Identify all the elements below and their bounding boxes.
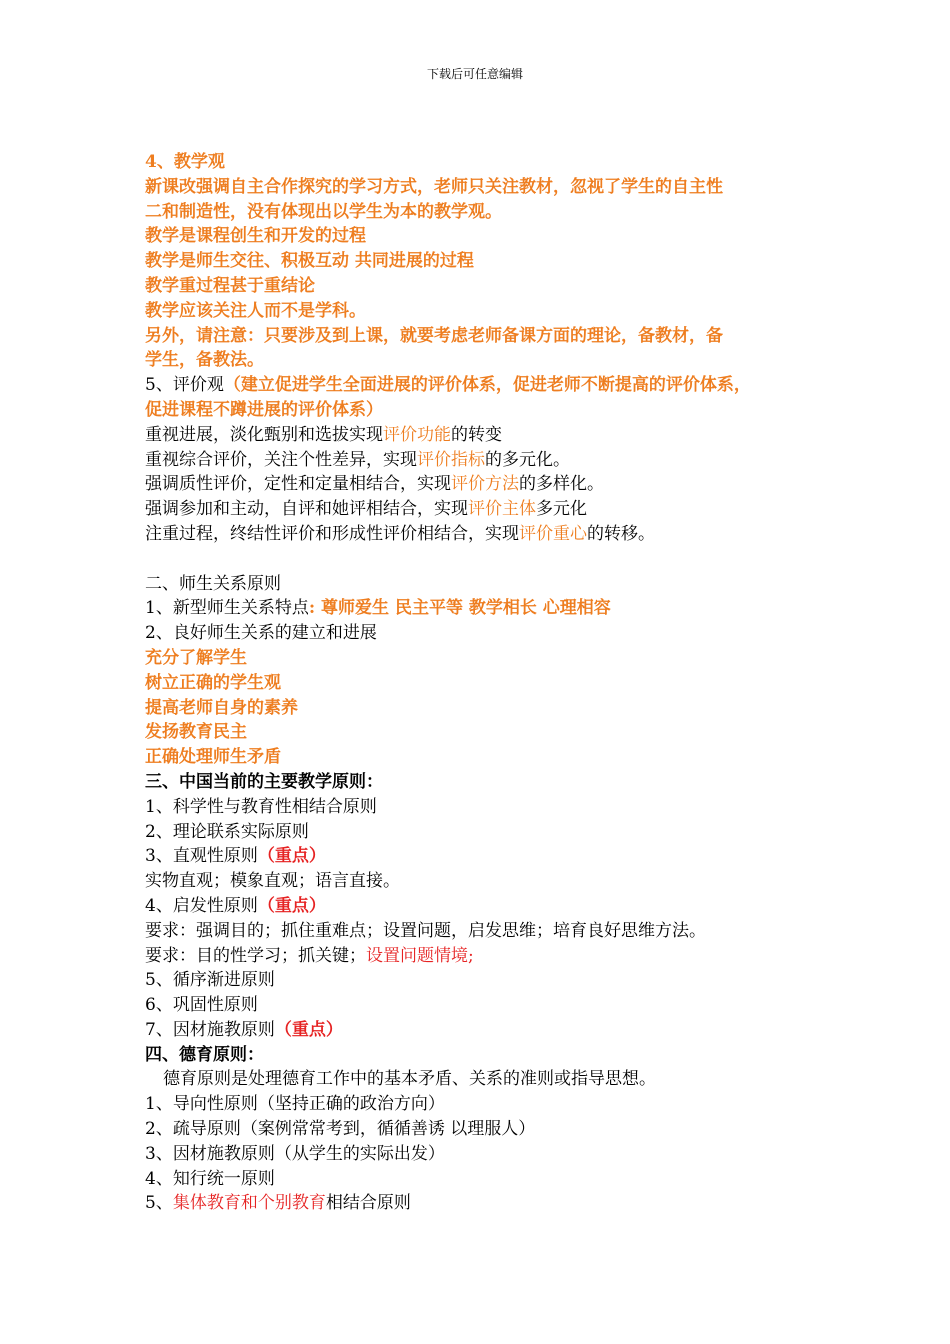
teaching-principle: 1、科学性与教育性相结合原则 — [145, 796, 377, 817]
teacher-student-item: 2、良好师生关系的建立和进展 — [145, 623, 377, 644]
teaching-principle-detail: 要求：强调目的；抓住重难点；设置问题，启发思维；培育良好思维方法。 — [145, 920, 706, 941]
teaching-principle: 4、启发性原则（重点） — [145, 895, 326, 916]
teaching-principle: 2、理论联系实际原则 — [145, 821, 309, 842]
teacher-student-point: 发扬教育民主 — [145, 722, 247, 743]
evaluation-keyword: 评价功能 — [383, 424, 451, 445]
section-teaching-principles-title: 三、中国当前的主要教学原则： — [145, 771, 383, 792]
highlight-text: 集体教育和个别教育 — [172, 1193, 326, 1214]
moral-principle: 4、知行统一原则 — [145, 1168, 275, 1189]
highlight-text: 设置问题情境; — [366, 945, 474, 966]
teacher-student-point: 树立正确的学生观 — [145, 672, 281, 693]
teaching-principle: 7、因材施教原则（重点） — [145, 1019, 343, 1040]
key-point-badge: （重点） — [257, 846, 326, 867]
moral-principle: 1、导向性原则（坚持正确的政治方向） — [145, 1094, 445, 1115]
evaluation-row: 强调参加和主动，自评和她评相结合，实现评价主体多元化 — [145, 499, 587, 520]
teaching-view-line: 学生，备教法。 — [145, 350, 264, 371]
teaching-principle-detail: 实物直观；模象直观；语言直接。 — [145, 871, 400, 892]
teaching-view-line: 教学是师生交往、积极互动 共同进展的过程 — [145, 251, 474, 272]
key-point-badge: （重点） — [257, 895, 326, 916]
evaluation-keyword: 评价指标 — [417, 449, 485, 470]
teaching-view-line: 教学应该关注人而不是学科。 — [145, 300, 366, 321]
teaching-principle: 6、巩固性原则 — [145, 995, 258, 1016]
moral-principle: 2、疏导原则（案例常常考到，循循善诱 以理服人） — [145, 1119, 536, 1140]
teaching-view-line: 另外，请注意：只要涉及到上课，就要考虑老师备课方面的理论，备教材，备 — [145, 325, 723, 346]
evaluation-keyword: 评价方法 — [451, 474, 519, 495]
section-evaluation-view-title: 5、评价观（建立促进学生全面进展的评价体系，促进老师不断提高的评价体系， — [145, 375, 751, 396]
moral-principle: 5、集体教育和个别教育相结合原则 — [145, 1193, 411, 1214]
evaluation-keyword: 评价主体 — [468, 499, 536, 520]
teaching-principle: 3、直观性原则（重点） — [145, 846, 326, 867]
teacher-student-item: 1、新型师生关系特点: 尊师爱生 民主平等 教学相长 心理相容 — [145, 598, 611, 619]
teaching-view-line: 二和制造性，没有体现出以学生为本的教学观。 — [145, 201, 502, 222]
moral-education-intro: 德育原则是处理德育工作中的基本矛盾、关系的准则或指导思想。 — [163, 1069, 656, 1090]
evaluation-row: 重视进展，淡化甄别和选拔实现评价功能的转变 — [145, 424, 502, 445]
document-body — [145, 150, 825, 1216]
section-moral-education-title: 四、德育原则： — [145, 1044, 264, 1065]
section-teaching-view-title: 4、教学观 — [145, 152, 225, 172]
section-teacher-student-title: 二、师生关系原则 — [145, 573, 281, 594]
teacher-student-point: 正确处理师生矛盾 — [145, 747, 281, 768]
evaluation-row: 强调质性评价，定性和定量相结合，实现评价方法的多样化。 — [145, 474, 604, 495]
evaluation-keyword: 评价重心 — [519, 523, 587, 544]
moral-principle: 3、因材施教原则（从学生的实际出发） — [145, 1143, 445, 1164]
teaching-view-line: 教学重过程甚于重结论 — [145, 275, 315, 296]
teaching-view-line: 教学是课程创生和开发的过程 — [145, 226, 366, 247]
teacher-student-traits: : 尊师爱生 民主平等 教学相长 心理相容 — [308, 598, 611, 619]
evaluation-row: 注重过程，终结性评价和形成性评价相结合，实现评价重心的转移。 — [145, 523, 655, 544]
key-point-badge: （重点） — [274, 1019, 343, 1040]
teaching-view-line: 新课改强调自主合作探究的学习方式，老师只关注教材，忽视了学生的自主性 — [145, 176, 723, 197]
blank-line — [145, 547, 825, 572]
evaluation-row: 重视综合评价，关注个性差异，实现评价指标的多元化。 — [145, 449, 570, 470]
teaching-principle-detail: 要求：目的性学习；抓关键；设置问题情境; — [145, 945, 474, 966]
teacher-student-point: 提高老师自身的素养 — [145, 697, 298, 718]
teacher-student-point: 充分了解学生 — [145, 647, 247, 668]
page-header: 下载后可任意编辑 — [426, 67, 523, 81]
teaching-principle: 5、循序渐进原则 — [145, 970, 275, 991]
evaluation-view-note: （建立促进学生全面进展的评价体系，促进老师不断提高的评价体系， — [223, 375, 751, 396]
evaluation-view-note: 促进课程不蹲进展的评价体系） — [145, 399, 383, 420]
